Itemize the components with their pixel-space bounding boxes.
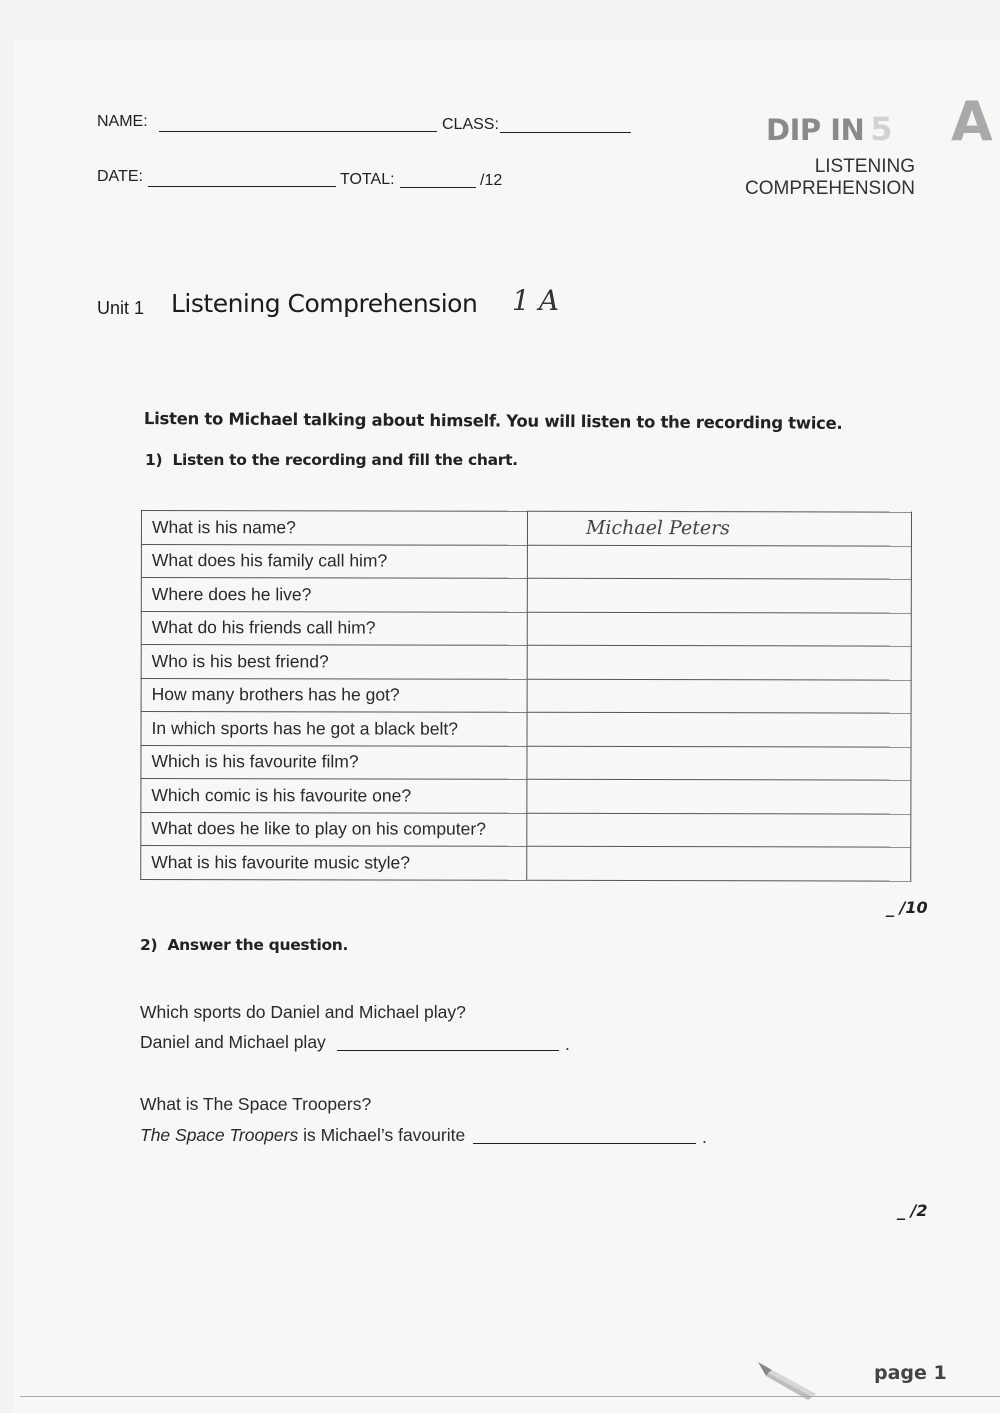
total-suffix: /12 bbox=[480, 172, 503, 189]
subtitle-line-1: LISTENING bbox=[814, 156, 915, 177]
question-2-end: . bbox=[702, 1127, 707, 1147]
task-1-score: _ /10 bbox=[886, 898, 928, 917]
task-2-score: _ /2 bbox=[897, 1201, 928, 1220]
chart-answer-cell[interactable] bbox=[527, 545, 911, 579]
chart-row bbox=[141, 812, 911, 847]
pencil-icon bbox=[758, 1360, 828, 1400]
chart-question: What is his name? bbox=[141, 511, 527, 545]
chart-row bbox=[141, 544, 911, 579]
task-1-heading bbox=[145, 451, 518, 469]
date-label: DATE: bbox=[97, 168, 143, 185]
question-1-answer-field[interactable] bbox=[337, 1050, 559, 1051]
chart-question: What does he like to play on his computer? bbox=[141, 812, 527, 846]
version-letter: A bbox=[951, 90, 993, 153]
chart-question: What do his friends call him? bbox=[141, 611, 527, 645]
chart-row bbox=[141, 779, 911, 814]
chart-answer-cell[interactable] bbox=[527, 578, 911, 612]
class-label: CLASS: bbox=[442, 116, 499, 133]
page-title: Listening Comprehension bbox=[171, 289, 478, 318]
total-label: TOTAL: bbox=[340, 171, 395, 188]
chart-answer-cell[interactable] bbox=[527, 511, 911, 545]
intro-instruction: Listen to Michael talking about himself. You will listen to the recording twice. bbox=[143, 409, 843, 433]
question-2-prompt-rest: is Michael’s favourite bbox=[298, 1125, 466, 1145]
chart-question: What is his favourite music style? bbox=[141, 846, 527, 880]
question-1-end: . bbox=[565, 1034, 570, 1054]
chart-row bbox=[141, 678, 911, 713]
chart-question: In which sports has he got a black belt? bbox=[141, 712, 527, 746]
chart-answer-cell[interactable] bbox=[527, 645, 911, 679]
chart-question: What does his family call him? bbox=[141, 544, 527, 578]
chart-row bbox=[141, 645, 911, 680]
task-2-heading bbox=[140, 936, 348, 954]
total-field[interactable] bbox=[400, 187, 476, 188]
handwritten-version-note: 1 A bbox=[512, 284, 559, 317]
chart-row bbox=[141, 611, 911, 646]
chart-row bbox=[141, 846, 911, 881]
task-1-text: Listen to the recording and fill the chart. bbox=[172, 451, 518, 469]
task-2-text: Answer the question. bbox=[167, 936, 349, 954]
name-label: NAME: bbox=[97, 113, 148, 130]
header-subtitle bbox=[700, 156, 915, 200]
logo-text: DIP IN bbox=[766, 113, 865, 147]
question-1: Which sports do Daniel and Michael play? bbox=[140, 1002, 466, 1022]
bottom-divider bbox=[20, 1396, 1000, 1397]
dip-in-logo bbox=[766, 110, 892, 148]
chart-question: Which comic is his favourite one? bbox=[141, 779, 527, 813]
page-number: page 1 bbox=[874, 1362, 947, 1384]
chart-answer: Michael Peters bbox=[585, 517, 730, 540]
task-2-number: 2) bbox=[140, 936, 158, 954]
subtitle-line-2: COMPREHENSION bbox=[745, 178, 915, 199]
chart-question: How many brothers has he got? bbox=[141, 678, 527, 712]
chart-answer-cell[interactable] bbox=[527, 779, 911, 813]
chart-answer-cell[interactable] bbox=[527, 813, 911, 847]
logo-number: 5 bbox=[870, 110, 893, 148]
question-2-prompt-title: The Space Troopers bbox=[140, 1125, 299, 1145]
listening-chart bbox=[140, 510, 912, 881]
question-2-answer-field[interactable] bbox=[473, 1143, 696, 1144]
chart-question: Who is his best friend? bbox=[141, 645, 527, 679]
question-2: What is The Space Troopers? bbox=[140, 1094, 372, 1114]
chart-answer-cell[interactable] bbox=[527, 712, 911, 746]
question-2-prompt bbox=[140, 1125, 465, 1146]
unit-label: Unit 1 bbox=[97, 298, 145, 318]
chart-row bbox=[141, 511, 911, 546]
chart-answer-cell[interactable] bbox=[527, 612, 911, 646]
chart-question: Where does he live? bbox=[141, 578, 527, 612]
class-field[interactable] bbox=[500, 132, 631, 133]
question-1-prompt: Daniel and Michael play bbox=[140, 1032, 326, 1052]
name-field[interactable] bbox=[159, 131, 437, 132]
task-1-number: 1) bbox=[145, 451, 163, 469]
chart-row bbox=[141, 578, 911, 613]
date-field[interactable] bbox=[148, 186, 336, 187]
chart-answer-cell[interactable] bbox=[527, 746, 911, 780]
chart-question: Which is his favourite film? bbox=[141, 745, 527, 779]
chart-answer-cell[interactable] bbox=[527, 679, 911, 713]
chart-row bbox=[141, 745, 911, 780]
chart-row bbox=[141, 712, 911, 747]
chart-answer-cell[interactable] bbox=[527, 846, 911, 880]
